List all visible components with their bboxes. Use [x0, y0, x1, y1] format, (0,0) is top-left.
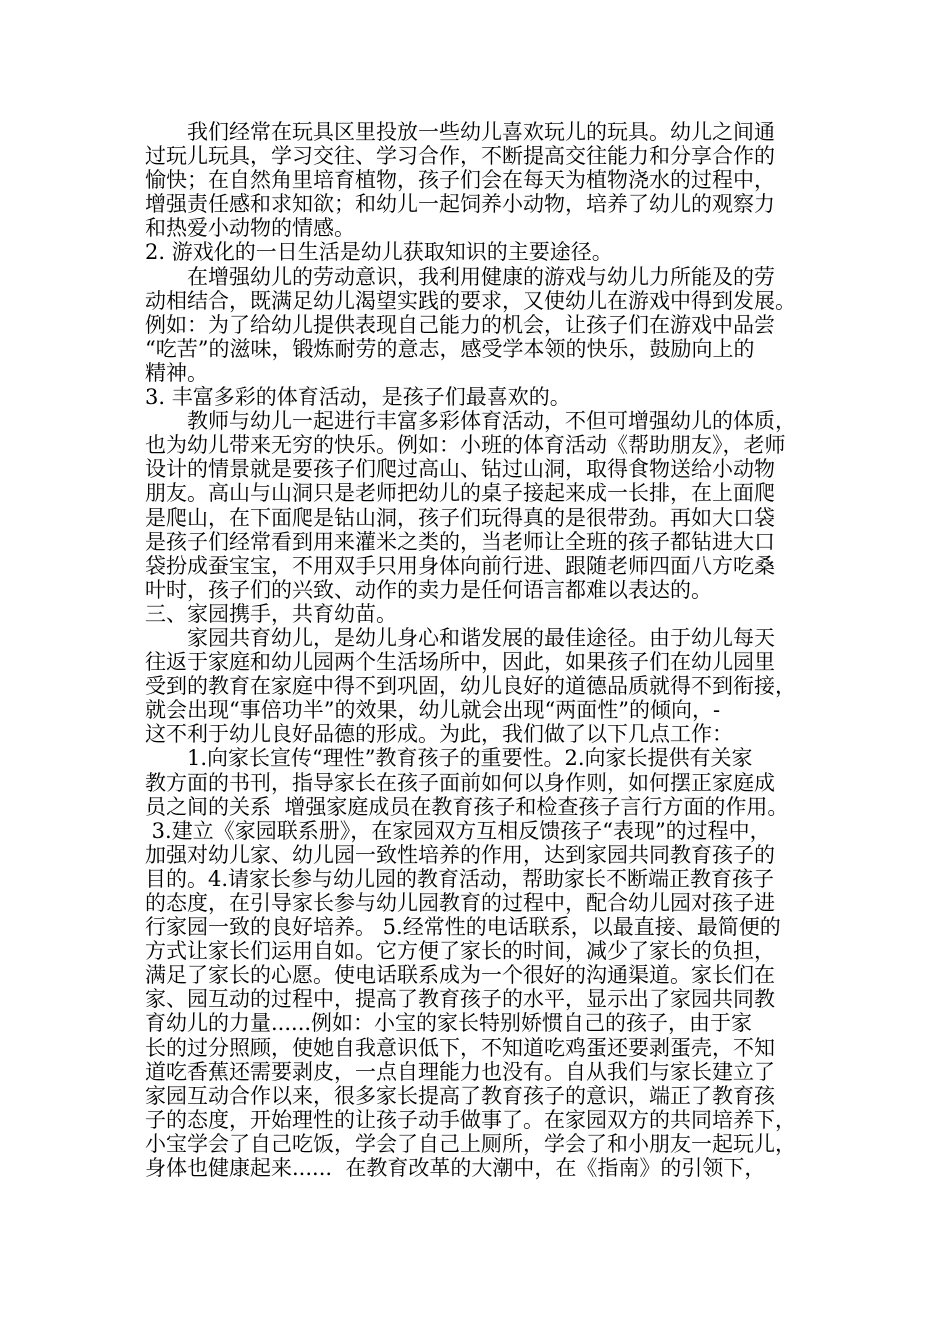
text-line: 设计的情景就是要孩子们爬过高山、钻过山洞，取得食物送给小动物: [145, 457, 775, 482]
text-line: 3. 丰富多彩的体育活动，是孩子们最喜欢的。: [145, 385, 571, 410]
text-line: 3.建立《家园联系册》，在家园双方互相反馈孩子“表现”的过程中，: [145, 818, 771, 843]
text-line: 加强对幼儿家、幼儿园一致性培养的作用，达到家园共同教育孩子的: [145, 842, 775, 867]
text-line: 满足了家长的心愿。使电话联系成为一个很好的沟通渠道。家长们在: [145, 963, 775, 988]
text-line: 1.向家长宣传“理性”教育孩子的重要性。2.向家长提供有关家: [145, 746, 753, 771]
text-line: 行家园一致的良好培养。 5.经常性的电话联系，以最直接、最简便的: [145, 915, 781, 940]
text-line: 袋扮成蚕宝宝，不用双手只用身体向前行进、跟随老师四面八方吃桑: [145, 553, 775, 578]
text-line: 愉快；在自然角里培育植物，孩子们会在每天为植物浇水的过程中，: [145, 168, 775, 193]
text-line: 员之间的关系 增强家庭成员在教育孩子和检查孩子言行方面的作用。: [145, 794, 789, 819]
text-line: 2. 游戏化的一日生活是幼儿获取知识的主要途径。: [145, 240, 613, 265]
text-line: 动相结合，既满足幼儿渴望实践的要求，又使幼儿在游戏中得到发展。: [145, 288, 796, 313]
text-line: 是爬山，在下面爬是钻山洞，孩子们玩得真的是很带劲。再如大口袋: [145, 505, 775, 530]
text-line: 增强责任感和求知欲；和幼儿一起饲养小动物，培养了幼儿的观察力: [145, 192, 775, 217]
text-line: 也为幼儿带来无穷的快乐。例如：小班的体育活动《帮助朋友》，老师: [145, 433, 786, 458]
text-line: 在增强幼儿的劳动意识，我利用健康的游戏与幼儿力所能及的劳: [145, 264, 775, 289]
text-line: 叶时，孩子们的兴致、动作的卖力是任何语言都难以表达的。: [145, 577, 712, 602]
text-line: 家、园互动的过程中，提高了教育孩子的水平，显示出了家园共同教: [145, 987, 775, 1012]
text-line: 方式让家长们运用自如。它方便了家长的时间，减少了家长的负担，: [145, 939, 775, 964]
text-line: 育幼儿的力量......例如：小宝的家长特别娇惯自己的孩子，由于家: [145, 1011, 753, 1036]
text-line: 就会出现“事倍功半”的效果，幼儿就会出现“两面性”的倾向，-: [145, 698, 721, 723]
text-line: 家园互动合作以来，很多家长提高了教育孩子的意识，端正了教育孩: [145, 1083, 775, 1108]
text-line: 精神。: [145, 360, 208, 385]
text-line: 我们经常在玩具区里投放一些幼儿喜欢玩儿的玩具。幼儿之间通: [145, 120, 775, 144]
text-line: 家园共育幼儿，是幼儿身心和谐发展的最佳途径。由于幼儿每天: [145, 625, 775, 650]
text-line: 是孩子们经常看到用来灌米之类的，当老师让全班的孩子都钻进大口: [145, 529, 775, 554]
text-line: 过玩儿玩具，学习交往、学习合作，不断提高交往能力和分享合作的: [145, 144, 775, 169]
text-line: 朋友。高山与山洞只是老师把幼儿的桌子接起来成一长排，在上面爬: [145, 481, 775, 506]
text-line: 身体也健康起来...... 在教育改革的大潮中，在《指南》的引领下，: [145, 1156, 766, 1181]
text-line: 道吃香蕉还需要剥皮，一点自理能力也没有。自从我们与家长建立了: [145, 1059, 775, 1084]
document-body: [145, 120, 825, 1180]
text-line: 教师与幼儿一起进行丰富多彩体育活动，不但可增强幼儿的体质，: [145, 409, 796, 434]
text-line: 教方面的书刊，指导家长在孩子面前如何以身作则，如何摆正家庭成: [145, 770, 775, 795]
text-line: 长的过分照顾，使她自我意识低下，不知道吃鸡蛋还要剥蛋壳，不知: [145, 1035, 775, 1060]
text-line: 例如：为了给幼儿提供表现自己能力的机会，让孩子们在游戏中品尝: [145, 312, 775, 337]
text-line: “吃苦”的滋味，锻炼耐劳的意志，感受学本领的快乐，鼓励向上的: [145, 336, 755, 361]
text-line: 三、家园携手，共育幼苗。: [145, 601, 397, 626]
text-line: 的态度，在引导家长参与幼儿园教育的过程中，配合幼儿园对孩子进: [145, 891, 775, 915]
text-line: 和热爱小动物的情感。: [145, 216, 355, 241]
text-line: 子的态度，开始理性的让孩子动手做事了。在家园双方的共同培养下，: [145, 1107, 796, 1132]
text-line: 小宝学会了自己吃饭，学会了自己上厕所，学会了和小朋友一起玩儿，: [145, 1131, 796, 1156]
text-line: 受到的教育在家庭中得不到巩固，幼儿良好的道德品质就得不到衔接，: [145, 674, 796, 699]
text-line: 这不利于幼儿良好品德的形成。为此，我们做了以下几点工作：: [145, 722, 733, 747]
text-line: 往返于家庭和幼儿园两个生活场所中，因此，如果孩子们在幼儿园里: [145, 650, 775, 675]
text-line: 目的。4.请家长参与幼儿园的教育活动，帮助家长不断端正教育孩子: [145, 866, 775, 891]
